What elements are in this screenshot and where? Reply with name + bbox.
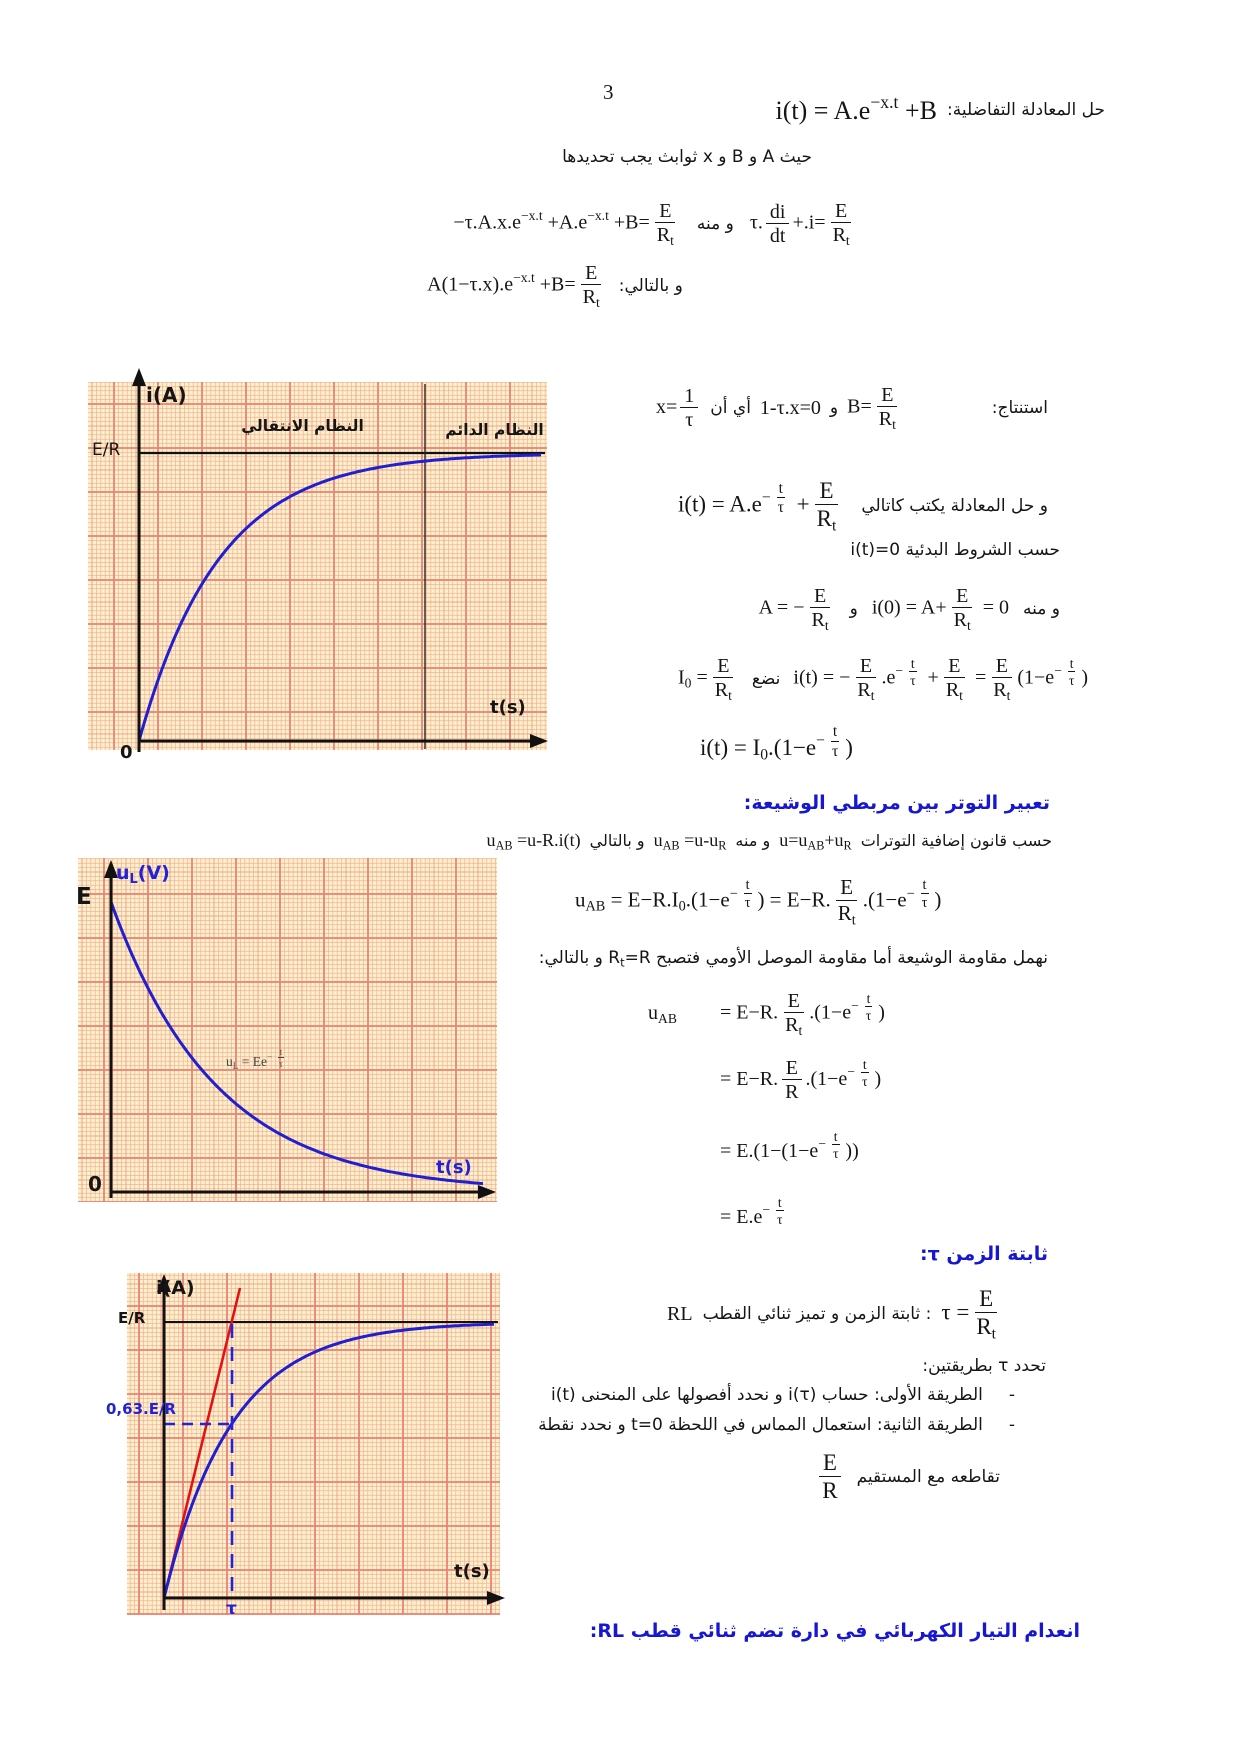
combined-equation: i(t) = − $\frac{E}{R_t}$ $.e^{- \frac{t}{\tau}}$ + $\frac{E}{R_t}$ = $\frac{E}{R_t}$ ($1-e^{- \frac{t}{\tau}}$ ): [793, 655, 1088, 704]
tau-definition-text: : ثابتة الزمن و تميز ثنائي القطب: [702, 1304, 932, 1325]
derivation-step-4: = $E.e^{- \frac{t}{\tau}}$: [720, 1195, 783, 1228]
graph2-paper: [78, 858, 497, 1202]
intro-line-1: [776, 94, 1105, 126]
method-2b-equation: $\frac{E}{R}$: [815, 1450, 844, 1504]
tau-method-2-continuation: [815, 1450, 1000, 1504]
tau-heading: ثابتة الزمن τ:: [920, 1243, 1048, 1265]
graph2-origin-label: 0: [88, 1172, 102, 1196]
graph3-y-label: i(A): [156, 1277, 195, 1299]
x-equation: x= $\frac{1}{\tau}$: [656, 385, 701, 432]
set-word: نضع: [751, 669, 781, 690]
voltage-heading: تعبير التوتر بين مربطي الوشيعة:: [743, 792, 1050, 814]
voltage-law-row: [487, 830, 1053, 852]
graph3-paper: [127, 1273, 500, 1615]
tau-definition-row: [667, 1286, 1003, 1342]
graph3-tau-label: τ: [226, 1599, 237, 1619]
law-so: و بالتالي: [589, 831, 645, 851]
uab-lhs: $u_{AB}$: [648, 1002, 677, 1027]
graph3-p63-label: 0,63.E/R: [106, 1400, 176, 1418]
law-equation-3: $u_{AB} =u-R.i(t)$: [486, 830, 581, 853]
graph2-e-label: E: [76, 884, 92, 910]
solve-label: حل المعادلة التفاضلية:: [946, 99, 1105, 120]
i0-equation: i(0) = A+ $\frac{E}{R_t}$ = 0: [871, 585, 1010, 634]
derivation-row-3: [648, 1118, 885, 1174]
hence-word-2: و منه: [1023, 599, 1060, 620]
set-row: [678, 655, 1088, 703]
law-hence: و منه: [735, 831, 771, 851]
ode-equation: τ. $\frac{di}{dt}$ +.i= $\frac{E}{R_t}$: [749, 200, 850, 249]
derivation-step-2: = E−R. $\frac{E}{R}$ $.(1-e^{- \frac{t}{\tau}}$ ): [720, 1056, 882, 1103]
hence-row: [759, 585, 1060, 633]
method-2b-text: تقاطعه مع المستقيم: [856, 1466, 1000, 1487]
final-current-equation: $i(t) = I_0.(1-e^{- \frac{t}{\tau}}$ ): [700, 723, 853, 764]
tau-methods-text: تحدد τ بطريقتين:: [922, 1356, 1046, 1376]
law-equation-2: $u_{AB} =u-u_R$: [653, 830, 727, 853]
graph1-x-label: t(s): [490, 697, 526, 718]
bullet-dash-1: -: [1008, 1385, 1015, 1405]
graph1-er-label: E/R: [92, 440, 121, 460]
graph3-canvas: [95, 1262, 515, 1627]
law-text: حسب قانون إضافية التوترات: [860, 831, 1052, 851]
solution-text: و حل المعادلة يكتب كاتالي: [861, 496, 1048, 517]
derivation-row-4: [648, 1184, 885, 1240]
graph3-er-label: E/R: [118, 1309, 146, 1327]
therefore-word: و بالتالي:: [618, 276, 683, 297]
uab-main-equation: $u_{AB} = E-R.I_0.(1-e^{- \frac{t}{\tau}}$ ) = E−R. $\frac{E}{R_t}$ $.(1-e^{- \frac{t}{\tau}}$ ): [575, 875, 942, 928]
factored-equation: $A(1-\tau.x).e^{-x.t} +B=$ $\frac{E}{R_t}$: [427, 262, 600, 311]
ie-words: أي أن: [710, 398, 751, 419]
hence-word: و منه: [696, 214, 734, 235]
deduction-label: استنتاج:: [991, 398, 1048, 419]
solution-row: [678, 478, 1048, 534]
b-equation: B= $\frac{E}{R_t}$: [847, 384, 896, 433]
and-word: و: [829, 398, 839, 419]
page-number: 3: [603, 80, 614, 104]
bullet-dash-2: -: [1008, 1415, 1015, 1435]
graph3-x-label: t(s): [454, 1561, 490, 1582]
I0-definition: $I_0$ = $\frac{E}{R_t}$: [677, 655, 732, 704]
solution-form-equation: $i(t) = A.e^{- \frac{t}{\tau}}$ + $\frac{E}{R_t}$: [677, 478, 837, 535]
condition-equation: 1-τ.x=0: [759, 396, 821, 419]
graph2-curve-equation-label: $u_L = Ee^{- \frac{t}{\tau}}$: [226, 1047, 283, 1071]
derivation-step-3: = $E.(1-(1-e^{- \frac{t}{\tau}}$ )): [720, 1129, 859, 1162]
deduction-row: [656, 384, 1048, 432]
tau-rl-word: RL: [667, 1302, 693, 1325]
constants-line: حيث A و B و x ثوابث يجب تحديدها: [562, 147, 812, 167]
graph2-canvas: [60, 850, 505, 1210]
graph1-transient-label: النظام الانتقالي: [241, 417, 364, 435]
and-word-2: و: [849, 599, 858, 620]
expanded-equation: $-\tau.A.x.e^{-x.t} +A.e^{-x.t} +B=$ $\frac{E}{R_t}$: [453, 200, 674, 249]
method-1-text: الطريقة الأولى: حساب i(τ) و نحدد أفصولها على المنحنى i(t): [551, 1385, 983, 1405]
uab-derivation-block: [648, 986, 885, 1250]
initial-conditions-text: حسب الشروط البدئية i(t)=0: [850, 540, 1060, 560]
graph2-x-label: t(s): [436, 1157, 472, 1178]
tau-method-2: [538, 1415, 1015, 1435]
graph1-y-arrow: [132, 368, 146, 386]
graph1-y-label: i(A): [146, 383, 187, 407]
graph2-y-label: $u_L(V)$: [116, 862, 170, 887]
tau-equation: τ = $\frac{E}{R_t}$: [941, 1286, 996, 1343]
neglect-text: نهمل مقاومة الوشيعة أما مقاومة الموصل الأومي فتصبح $R_t=R$ و بالتالي:: [538, 948, 1048, 970]
graph1-steady-label: النظام الدائم: [445, 421, 544, 439]
derivation-row-2: [648, 1052, 885, 1108]
bottom-section-heading: انعدام التيار الكهربائي في دارة تضم ثنائي قطب RL:: [589, 1620, 1080, 1642]
graph1-origin-label: 0: [120, 742, 133, 763]
a-equation: A = − $\frac{E}{R_t}$: [758, 585, 829, 634]
ode-row: [330, 200, 980, 248]
solution-equation: $i(t) = A.e^{-x.t} +B$: [775, 92, 937, 125]
factored-row: [390, 262, 720, 310]
derivation-row-1: [648, 986, 885, 1042]
method-2-text: الطريقة الثانية: استعمال المماس في اللحظة t=0 و نحدد نقطة: [538, 1415, 983, 1435]
tau-method-1: [551, 1385, 1015, 1405]
law-equation-1: $u=u_{AB}+u_R$: [779, 830, 852, 853]
derivation-step-1: = E−R. $\frac{E}{R_t}$ $.(1-e^{- \frac{t}{\tau}}$ ): [720, 989, 885, 1039]
deduction-equations: [656, 384, 903, 432]
